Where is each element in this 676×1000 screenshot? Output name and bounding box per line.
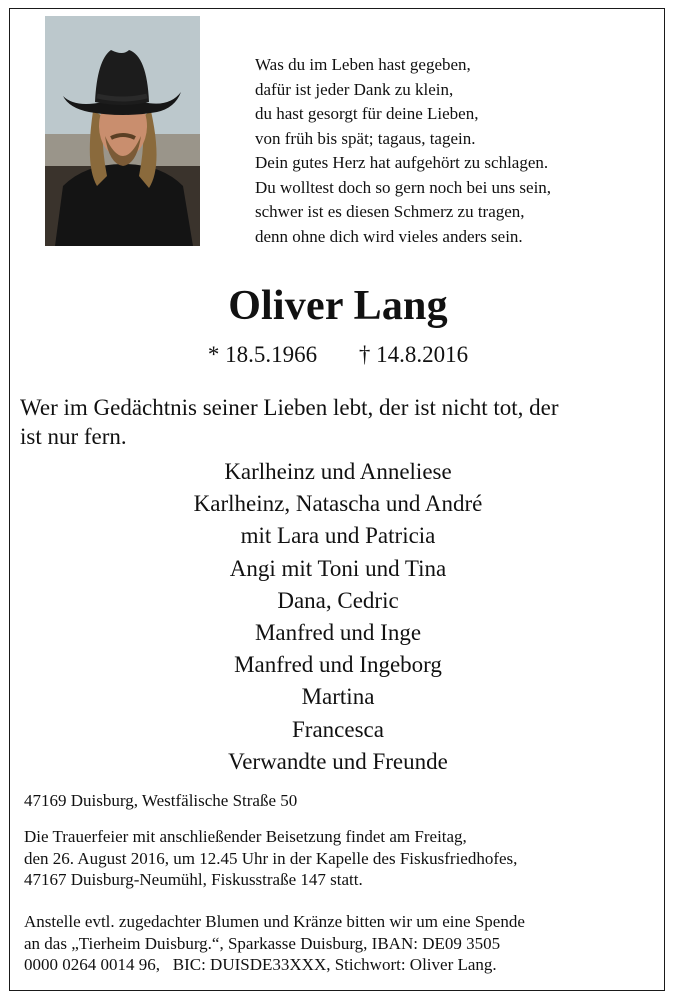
mourner-entry: Karlheinz und Anneliese [224, 459, 452, 484]
mourner-entry: Manfred und Inge [254, 620, 422, 646]
quote-line: Wer im Gedächtnis seiner Lieben lebt, der ist nicht tot, der [20, 395, 559, 420]
poem-line: denn ohne dich wird vieles anders sein. [255, 226, 523, 246]
poem-line: dafür ist jeder Dank zu klein, [255, 79, 454, 99]
mourner-entry: Manfred und Ingeborg [234, 652, 442, 678]
funeral-line: den 26. August 2016, um 12.45 Uhr in der Kapelle des Fiskusfriedhofes, [24, 848, 518, 868]
portrait-photo-icon [45, 16, 200, 246]
deceased-name: Oliver Lang [228, 283, 448, 329]
funeral-notice [24, 826, 654, 891]
donation-line: 0000 0264 0014 96, BIC: DUISDE33XXX, Stichwort: Oliver Lang. [24, 955, 497, 974]
mourner-entry: Francesca [292, 716, 384, 742]
mourner-entry: Martina [301, 684, 375, 710]
poem-line: Was du im Leben hast gegeben, [255, 55, 471, 74]
mourner-entry: Verwandte und Freunde [228, 748, 448, 774]
poem-line: von früh bis spät; tagaus, tagein. [255, 128, 476, 148]
mourners-list [0, 456, 676, 778]
poem-line: Dein gutes Herz hat aufgehört zu schlagen. [255, 153, 549, 172]
mourner-entry: Dana, Cedric [277, 587, 399, 613]
funeral-line: 47167 Duisburg-Neumühl, Fiskusstraße 147 statt. [24, 870, 363, 889]
mourner-entry: mit Lara und Patricia [240, 523, 436, 549]
donation-line: Anstelle evtl. zugedachter Blumen und Kränze bitten wir um eine Spende [24, 912, 525, 931]
death-date: † 14.8.2016 [358, 342, 469, 367]
poem-line: schwer ist es diesen Schmerz zu tragen, [255, 202, 525, 221]
family-address: 47169 Duisburg, Westfälische Straße 50 [24, 791, 298, 810]
mourner-entry: Karlheinz, Natascha und André [193, 491, 483, 517]
quote-line: ist nur fern. [20, 424, 127, 449]
donation-line: an das „Tierheim Duisburg.“, Sparkasse Duisburg, IBAN: DE09 3505 [24, 933, 501, 953]
poem-line: du hast gesorgt für deine Lieben, [255, 104, 479, 123]
life-dates [0, 342, 676, 368]
funeral-line: Die Trauerfeier mit anschließender Beisetzung findet am Freitag, [24, 827, 467, 846]
donation-request [24, 911, 654, 976]
mourner-entry: Angi mit Toni und Tina [229, 555, 447, 581]
poem-line: Du wolltest doch so gern noch bei uns sein, [255, 177, 552, 197]
portrait-photo [45, 16, 200, 246]
poem [255, 53, 551, 249]
birth-date: * 18.5.1966 [207, 342, 318, 367]
memorial-quote [20, 393, 660, 451]
